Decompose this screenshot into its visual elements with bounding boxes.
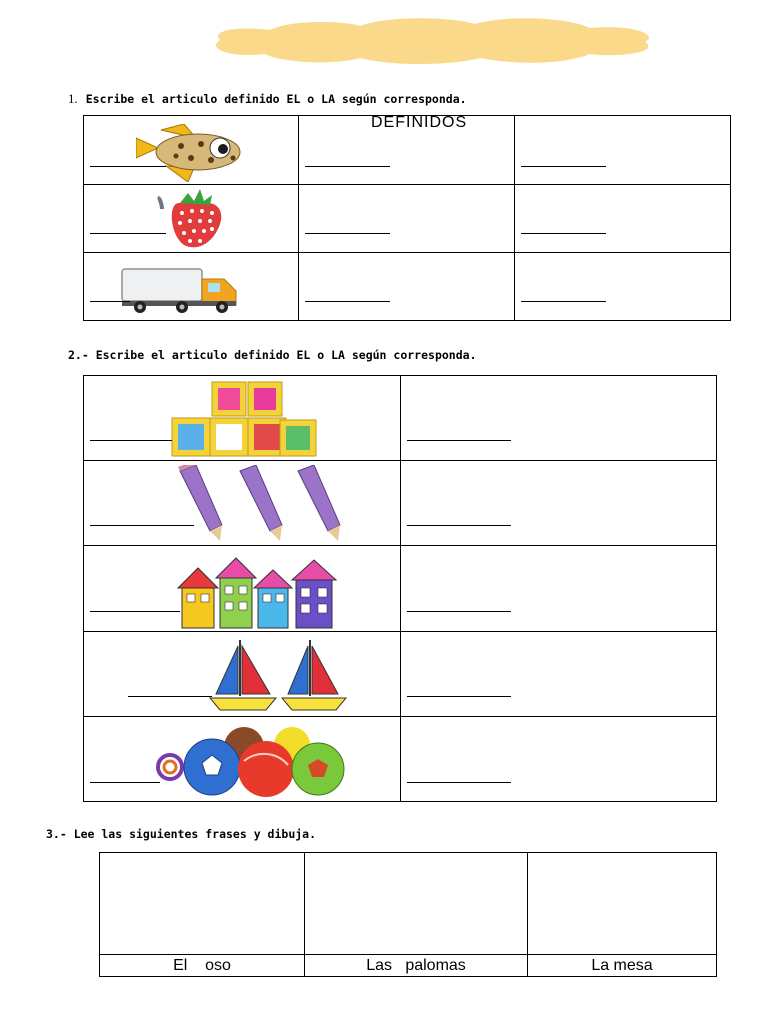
exercise2-table <box>83 375 717 802</box>
exercise1-instruction-text: Escribe el articulo definido EL o LA según corresponda. <box>85 92 467 106</box>
exercise1-answer-cell <box>515 116 731 185</box>
exercise2-answer-cell <box>400 546 717 632</box>
answer-blank[interactable] <box>407 696 511 697</box>
answer-blank[interactable] <box>90 782 160 783</box>
answer-blank[interactable] <box>90 611 180 612</box>
answer-blank[interactable] <box>90 440 172 441</box>
answer-blank[interactable] <box>521 301 606 302</box>
answer-blank[interactable] <box>90 301 130 302</box>
truck-icon <box>120 261 250 319</box>
caption-el-oso: El oso <box>100 955 305 977</box>
exercise3-table <box>99 852 717 977</box>
exercise1-table <box>83 115 731 321</box>
blocks-icon <box>170 380 320 458</box>
table-row <box>100 853 717 955</box>
table-row <box>84 546 717 632</box>
strawberry-icon <box>154 189 234 251</box>
exercise1-instruction <box>68 91 467 107</box>
table-row <box>84 116 731 185</box>
exercise1-answer-cell <box>515 253 731 321</box>
answer-blank[interactable] <box>407 611 511 612</box>
answer-blank[interactable] <box>90 525 194 526</box>
answer-blank[interactable] <box>407 525 511 526</box>
exercise1-answer-cell <box>299 253 515 321</box>
drawing-box[interactable] <box>305 853 528 955</box>
exercise1-number: 1. <box>68 91 78 106</box>
exercise1-answer-cell <box>515 185 731 253</box>
exercise1-image-cell <box>84 116 299 185</box>
exercise1-image-cell <box>84 185 299 253</box>
answer-blank[interactable] <box>90 233 166 234</box>
exercise2-image-cell <box>84 717 401 802</box>
caption-las-palomas: Las palomas <box>305 955 528 977</box>
exercise2-image-cell <box>84 376 401 461</box>
table-row <box>84 253 731 321</box>
title-cloud-decoration <box>210 14 655 66</box>
exercise2-image-cell <box>84 632 401 717</box>
table-row <box>84 717 717 802</box>
drawing-box[interactable] <box>100 853 305 955</box>
table-row <box>84 376 717 461</box>
answer-blank[interactable] <box>407 440 511 441</box>
definidos-overlay-text: DEFINIDOS <box>371 114 468 131</box>
exercise2-image-cell <box>84 461 401 546</box>
answer-blank[interactable] <box>521 233 606 234</box>
houses-icon <box>174 550 340 630</box>
table-row <box>100 955 717 977</box>
answer-blank[interactable] <box>521 166 606 167</box>
exercise2-answer-cell <box>400 461 717 546</box>
exercise1-image-cell <box>84 253 299 321</box>
exercise2-answer-cell <box>400 717 717 802</box>
exercise2-image-cell <box>84 546 401 632</box>
answer-blank[interactable] <box>305 301 390 302</box>
table-row <box>84 632 717 717</box>
answer-blank[interactable] <box>305 233 390 234</box>
exercise2-answer-cell <box>400 632 717 717</box>
exercise2-answer-cell <box>400 376 717 461</box>
exercise2-instruction: 2.- Escribe el articulo definido EL o LA según corresponda. <box>68 348 477 362</box>
answer-blank[interactable] <box>305 166 390 167</box>
drawing-box[interactable] <box>528 853 717 955</box>
answer-blank[interactable] <box>128 696 212 697</box>
balls-icon <box>156 721 346 801</box>
answer-blank[interactable] <box>90 166 166 167</box>
fish-icon <box>136 124 246 182</box>
exercise3-instruction: 3.- Lee las siguientes frases y dibuja. <box>46 827 317 841</box>
table-row <box>84 185 731 253</box>
exercise1-answer-cell <box>299 185 515 253</box>
sailboats-icon <box>208 638 348 714</box>
pencils-icon <box>176 465 346 543</box>
exercise1-answer-cell <box>299 116 515 185</box>
answer-blank[interactable] <box>407 782 511 783</box>
caption-la-mesa: La mesa <box>528 955 717 977</box>
table-row <box>84 461 717 546</box>
